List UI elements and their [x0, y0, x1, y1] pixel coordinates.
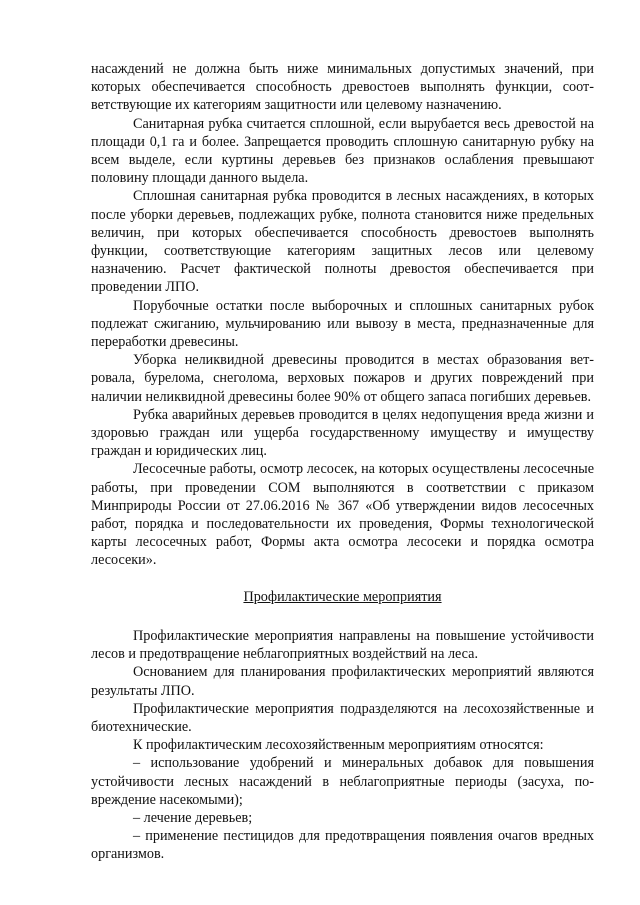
list-item-pesticides: – применение пестицидов для предотвращения появления очагов вредных организмов. — [91, 828, 594, 863]
paragraph-hazard-trees: Рубка аварийных деревьев проводится в целях недопущения вреда жизни и здоровью граждан или ущерба государственному имуществу и имуществу граждан и юридических лиц. — [91, 406, 594, 460]
paragraph-prevention-types: Профилактические мероприятия подразделяются на лесохозяйственные и биотехнические. — [91, 700, 594, 735]
paragraph-logging-residue: Порубочные остатки после выборочных и сплошных санитарных рубок подлежат сжиганию, мульчированию или вывозу в места, предназначенные для переработки древесины. — [91, 297, 594, 351]
list-item-fertilizers: – использование удобрений и минеральных добавок для повышения устойчивости лесных насаждений в неблагоприятные периоды (засуха, повреждение насекомыми); — [91, 755, 594, 808]
paragraph-continuation: насаждений не должна быть ниже минимальных допустимых значений, при которых обеспечивается способность древостоев выполнять функции, соответствующие их категориям защитности или целевому назначению. — [91, 61, 594, 114]
paragraph-forestry-measures-intro: К профилактическим лесохозяйственным мероприятиям относятся: — [133, 737, 544, 754]
section-heading: Профилактические мероприятия — [243, 588, 442, 605]
paragraph-prevention-purpose: Профилактические мероприятия направлены на повышение устойчивости лесов и предотвращение неблагоприятных воздействий на леса. — [91, 627, 594, 663]
paragraph-illiquid-wood: Уборка неликвидной древесины проводится в местах образования ветровала, бурелома, снеголома, верховых пожаров и других повреждений при наличии неликвидной древесины более 90% от общего запаса погибших деревьев. — [91, 352, 594, 405]
paragraph-sanitary-clear-cut: Санитарная рубка считается сплошной, если вырубается весь древостой на площади 0,1 га и более. Запрещается проводить сплошную санитарную рубку на всем выделе, если куртины деревьев без признаков ослабления превышают половину площади данного выдела. — [91, 115, 594, 187]
document-page — [91, 60, 594, 864]
paragraph-clear-cut-conditions: Сплошная санитарная рубка проводится в лесных насаждениях, в которых после уборки деревьев, подлежащих рубке, полнота становится ниже предельных величин, при которых обеспечивается способность древостоев выполнять функции, соответствующие категориям защитных лесов или целевому назначению. Расчет фактической полноты древостоя обеспечивается при проведении ЛПО. — [91, 188, 594, 296]
list-item-tree-treatment: – лечение деревьев; — [133, 809, 253, 826]
paragraph-felling-works: Лесосечные работы, осмотр лесосек, на которых осуществлены лесосечные работы, при проведении СОМ выполняются в соответствии с приказом Минприроды России от 27.06.2016 № 367 «Об утверждении видов лесосечных работ, порядка и последовательности их проведения, Формы технологической карты лесосечных работ, Формы акта осмотра лесосеки и порядка осмотра лесосеки». — [91, 461, 594, 569]
paragraph-prevention-basis: Основанием для планирования профилактических мероприятий являются результаты ЛПО. — [91, 664, 594, 699]
